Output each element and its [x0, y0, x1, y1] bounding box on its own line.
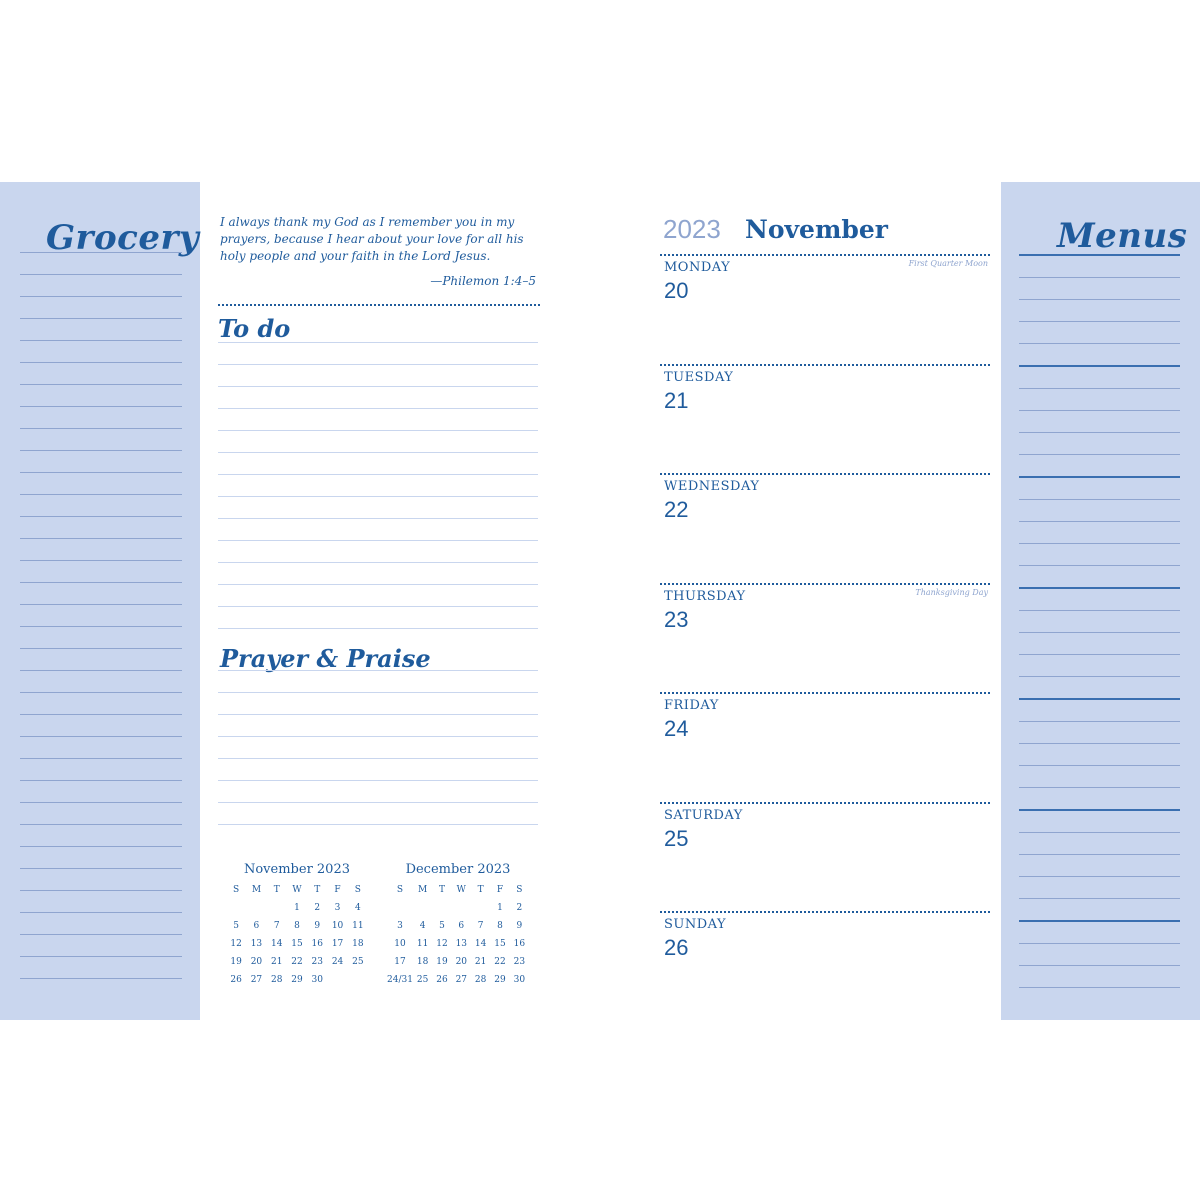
calendar-date[interactable]: 18 — [416, 957, 429, 967]
calendar-date[interactable]: 17 — [394, 957, 406, 967]
writing-line[interactable] — [218, 714, 538, 715]
writing-line[interactable] — [1019, 454, 1180, 455]
writing-line[interactable] — [218, 342, 538, 343]
writing-line[interactable] — [20, 472, 182, 473]
day-number: 22 — [664, 497, 689, 522]
writing-line[interactable] — [20, 604, 182, 605]
day-block[interactable] — [660, 692, 990, 792]
writing-line[interactable] — [218, 408, 538, 409]
calendar-date[interactable]: 4 — [419, 921, 426, 931]
weekday-label: F — [496, 885, 504, 895]
weekday-label: M — [418, 885, 428, 895]
writing-line[interactable] — [20, 340, 182, 341]
mini-calendar-december — [387, 862, 529, 989]
writing-line[interactable] — [218, 780, 538, 781]
calendar-date[interactable]: 27 — [455, 975, 468, 985]
calendar-date — [432, 899, 451, 917]
writing-line[interactable] — [1019, 876, 1180, 877]
writing-line[interactable] — [218, 430, 538, 431]
calendar-date — [387, 899, 413, 917]
writing-line[interactable] — [1019, 587, 1180, 589]
writing-line[interactable] — [20, 560, 182, 561]
calendar-date[interactable]: 2 — [314, 903, 321, 913]
calendar-date[interactable]: 8 — [497, 921, 503, 931]
mini-calendar-title: November 2023 — [243, 862, 350, 877]
day-block[interactable] — [660, 254, 990, 354]
verse-divider — [218, 304, 540, 306]
day-block[interactable] — [660, 802, 990, 902]
writing-line[interactable] — [218, 474, 538, 475]
calendar-date — [226, 899, 246, 917]
calendar-date[interactable]: 9 — [516, 921, 523, 931]
planner-spread — [0, 182, 1200, 1020]
calendar-date[interactable]: 14 — [474, 939, 487, 949]
writing-line[interactable] — [1019, 254, 1180, 256]
grocery-panel — [0, 182, 200, 1020]
writing-line[interactable] — [1019, 765, 1180, 766]
calendar-date[interactable]: 1 — [497, 903, 503, 913]
writing-line[interactable] — [1019, 787, 1180, 788]
menus-panel — [1001, 182, 1200, 1020]
calendar-date — [246, 899, 266, 917]
day-note: Thanksgiving Day — [915, 587, 988, 597]
writing-line[interactable] — [1019, 943, 1180, 944]
day-note: First Quarter Moon — [908, 259, 988, 268]
calendar-date[interactable]: 29 — [291, 975, 303, 985]
calendar-date[interactable]: 28 — [474, 975, 487, 985]
calendar-date[interactable]: 23 — [513, 957, 526, 967]
calendar-date[interactable]: 10 — [331, 921, 344, 931]
writing-line[interactable] — [1019, 676, 1180, 677]
calendar-date[interactable]: 3 — [334, 903, 341, 913]
writing-line[interactable] — [20, 296, 182, 297]
planner-month: November — [745, 215, 888, 244]
writing-line[interactable] — [20, 450, 182, 451]
writing-line[interactable] — [1019, 721, 1180, 722]
calendar-date[interactable]: 16 — [513, 939, 526, 949]
calendar-date — [413, 899, 432, 917]
calendar-date[interactable]: 11 — [416, 939, 429, 949]
calendar-date[interactable]: 6 — [253, 921, 260, 931]
calendar-date[interactable]: 5 — [233, 921, 239, 931]
writing-line[interactable] — [20, 780, 182, 781]
writing-line[interactable] — [1019, 543, 1180, 544]
calendar-date — [348, 971, 368, 989]
writing-line[interactable] — [1019, 698, 1180, 700]
writing-line[interactable] — [20, 494, 182, 495]
writing-line[interactable] — [218, 606, 538, 607]
writing-line[interactable] — [218, 670, 538, 671]
calendar-date[interactable]: 15 — [494, 939, 506, 949]
writing-line[interactable] — [218, 364, 538, 365]
writing-line[interactable] — [218, 518, 538, 519]
day-name: MONDAY — [664, 260, 731, 275]
calendar-date[interactable]: 12 — [230, 939, 242, 949]
writing-line[interactable] — [20, 274, 182, 275]
weekday-label: T — [477, 885, 484, 895]
writing-line[interactable] — [218, 584, 538, 585]
writing-line[interactable] — [218, 824, 538, 825]
day-name: WEDNESDAY — [664, 479, 760, 494]
calendar-date — [267, 899, 287, 917]
calendar-date[interactable]: 5 — [439, 921, 445, 931]
writing-line[interactable] — [20, 648, 182, 649]
day-divider — [660, 473, 990, 475]
calendar-date[interactable]: 27 — [250, 975, 263, 985]
day-divider — [660, 911, 990, 913]
scripture-reference: —Philemon 1:4–5 — [430, 274, 536, 288]
day-number: 25 — [664, 825, 689, 851]
writing-line[interactable] — [20, 956, 182, 957]
writing-line[interactable] — [218, 628, 538, 629]
writing-line[interactable] — [20, 406, 182, 407]
calendar-date[interactable]: 12 — [436, 939, 448, 949]
writing-line[interactable] — [1019, 521, 1180, 522]
writing-line[interactable] — [20, 626, 182, 627]
calendar-date[interactable]: 25 — [352, 957, 364, 967]
writing-line[interactable] — [20, 428, 182, 429]
prayer-praise-lines — [218, 670, 538, 825]
weekday-label: T — [273, 885, 280, 895]
calendar-date[interactable]: 26 — [436, 975, 448, 985]
writing-line[interactable] — [20, 846, 182, 847]
weekday-label: S — [354, 885, 361, 895]
writing-line[interactable] — [1019, 388, 1180, 389]
calendar-date[interactable]: 19 — [230, 957, 242, 967]
writing-line[interactable] — [20, 384, 182, 385]
writing-line[interactable] — [20, 582, 182, 583]
writing-line[interactable] — [1019, 432, 1180, 433]
calendar-date[interactable]: 13 — [250, 939, 263, 949]
writing-line[interactable] — [20, 736, 182, 737]
writing-line[interactable] — [20, 802, 182, 803]
writing-line[interactable] — [1019, 476, 1180, 478]
writing-line[interactable] — [1019, 343, 1180, 344]
writing-line[interactable] — [218, 802, 538, 803]
writing-line[interactable] — [20, 978, 182, 979]
day-block[interactable] — [660, 364, 990, 464]
todo-lines — [218, 342, 538, 629]
calendar-date[interactable]: 25 — [416, 975, 429, 985]
planner-year: 2023 — [663, 214, 721, 244]
weekday-label: F — [334, 885, 341, 895]
calendar-date[interactable]: 20 — [455, 957, 468, 967]
calendar-date — [452, 899, 471, 917]
writing-line[interactable] — [218, 758, 538, 759]
writing-line[interactable] — [218, 496, 538, 497]
weekday-label: W — [456, 885, 466, 895]
writing-line[interactable] — [1019, 654, 1180, 655]
writing-line[interactable] — [1019, 832, 1180, 833]
calendar-date[interactable]: 22 — [494, 957, 506, 967]
writing-line[interactable] — [20, 318, 182, 319]
day-block[interactable] — [660, 473, 990, 573]
day-number: 24 — [664, 716, 689, 741]
day-divider — [660, 692, 990, 694]
calendar-date[interactable]: 16 — [311, 939, 323, 949]
weekday-label: S — [396, 885, 404, 895]
weekday-label: T — [438, 885, 445, 895]
day-name: SUNDAY — [664, 917, 727, 932]
writing-line[interactable] — [20, 934, 182, 935]
day-number: 23 — [664, 606, 689, 632]
calendar-date[interactable]: 18 — [352, 939, 364, 949]
day-name: FRIDAY — [664, 698, 719, 713]
writing-line[interactable] — [218, 452, 538, 453]
calendar-date[interactable]: 1 — [294, 903, 300, 913]
calendar-date — [471, 899, 490, 917]
calendar-date[interactable]: 24 — [331, 957, 344, 967]
weekday-label: M — [251, 885, 262, 895]
mini-calendar-grid — [226, 881, 368, 989]
calendar-date[interactable]: 26 — [230, 975, 242, 985]
day-block[interactable] — [660, 583, 990, 683]
calendar-date[interactable]: 24/31 — [387, 975, 413, 985]
calendar-date[interactable]: 28 — [270, 975, 283, 985]
day-number: 26 — [664, 935, 689, 960]
menus-title: Menus — [1057, 216, 1188, 256]
calendar-date[interactable]: 14 — [270, 939, 283, 949]
prayer-praise-title: Prayer & Praise — [220, 644, 431, 673]
calendar-date[interactable]: 13 — [455, 939, 468, 949]
writing-line[interactable] — [20, 824, 182, 825]
writing-line[interactable] — [20, 516, 182, 517]
day-divider — [660, 364, 990, 366]
writing-line[interactable] — [1019, 499, 1180, 500]
calendar-date[interactable]: 30 — [311, 975, 323, 985]
day-number: 20 — [664, 278, 689, 303]
todo-title: To do — [218, 314, 291, 343]
day-name: TUESDAY — [664, 369, 734, 385]
calendar-date[interactable]: 21 — [474, 957, 487, 967]
calendar-date[interactable]: 10 — [394, 939, 406, 949]
menus-lines — [1019, 254, 1180, 988]
writing-line[interactable] — [218, 736, 538, 737]
writing-line[interactable] — [1019, 277, 1180, 278]
writing-line[interactable] — [218, 386, 538, 387]
day-divider — [660, 802, 990, 804]
writing-line[interactable] — [1019, 610, 1180, 611]
writing-line[interactable] — [20, 868, 182, 869]
writing-line[interactable] — [1019, 743, 1180, 744]
writing-line[interactable] — [218, 540, 538, 541]
calendar-date[interactable]: 11 — [352, 921, 364, 931]
writing-line[interactable] — [20, 714, 182, 715]
calendar-date[interactable]: 19 — [436, 957, 448, 967]
writing-line[interactable] — [1019, 365, 1180, 367]
writing-line[interactable] — [20, 252, 182, 253]
calendar-date — [327, 971, 347, 989]
calendar-date[interactable]: 7 — [273, 921, 280, 931]
calendar-date[interactable]: 2 — [516, 903, 523, 913]
grocery-title: Grocery — [46, 218, 200, 258]
weekday-label: S — [233, 885, 240, 895]
writing-line[interactable] — [20, 670, 182, 671]
mini-calendar-november — [226, 862, 368, 989]
calendar-date[interactable]: 15 — [291, 939, 303, 949]
writing-line[interactable] — [20, 362, 182, 363]
day-block[interactable] — [660, 911, 990, 1011]
writing-line[interactable] — [1019, 565, 1180, 566]
calendar-date[interactable]: 3 — [397, 921, 403, 931]
writing-line[interactable] — [1019, 965, 1180, 966]
writing-line[interactable] — [1019, 920, 1180, 922]
calendar-date[interactable]: 4 — [354, 903, 361, 913]
writing-line[interactable] — [20, 912, 182, 913]
day-number: 21 — [664, 387, 689, 413]
calendar-date[interactable]: 22 — [291, 957, 303, 967]
writing-line[interactable] — [1019, 632, 1180, 633]
writing-line[interactable] — [1019, 854, 1180, 855]
calendar-date[interactable]: 23 — [311, 957, 323, 967]
writing-line[interactable] — [20, 890, 182, 891]
mini-calendar-grid — [387, 881, 529, 989]
writing-line[interactable] — [218, 692, 538, 693]
writing-line[interactable] — [1019, 809, 1180, 811]
grocery-lines — [20, 252, 182, 979]
writing-line[interactable] — [20, 538, 182, 539]
calendar-date[interactable]: 9 — [314, 921, 321, 931]
writing-line[interactable] — [218, 562, 538, 563]
writing-line[interactable] — [1019, 299, 1180, 300]
calendar-date[interactable]: 20 — [250, 957, 263, 967]
weekday-label: S — [516, 885, 523, 895]
weekday-label: T — [314, 885, 321, 895]
writing-line[interactable] — [1019, 321, 1180, 322]
day-divider — [660, 583, 990, 585]
mini-calendar-title: December 2023 — [405, 862, 511, 877]
writing-line[interactable] — [1019, 987, 1180, 988]
writing-line[interactable] — [20, 692, 182, 693]
day-divider — [660, 254, 990, 256]
calendar-date[interactable]: 30 — [513, 975, 526, 985]
day-name: THURSDAY — [664, 588, 746, 604]
calendar-date[interactable]: 21 — [270, 957, 283, 967]
calendar-date[interactable]: 29 — [494, 975, 506, 985]
day-name: SATURDAY — [664, 807, 743, 823]
scripture-verse: I always thank my God as I remember you in my prayers, because I hear about your love for all his holy people and your faith in the Lord Jesus. — [220, 215, 524, 263]
weekday-label: W — [292, 885, 302, 895]
calendar-date[interactable]: 7 — [477, 921, 484, 931]
writing-line[interactable] — [1019, 410, 1180, 411]
writing-line[interactable] — [1019, 898, 1180, 899]
calendar-date[interactable]: 17 — [331, 939, 344, 949]
calendar-date[interactable]: 6 — [458, 921, 465, 931]
writing-line[interactable] — [20, 758, 182, 759]
calendar-date[interactable]: 8 — [294, 921, 300, 931]
